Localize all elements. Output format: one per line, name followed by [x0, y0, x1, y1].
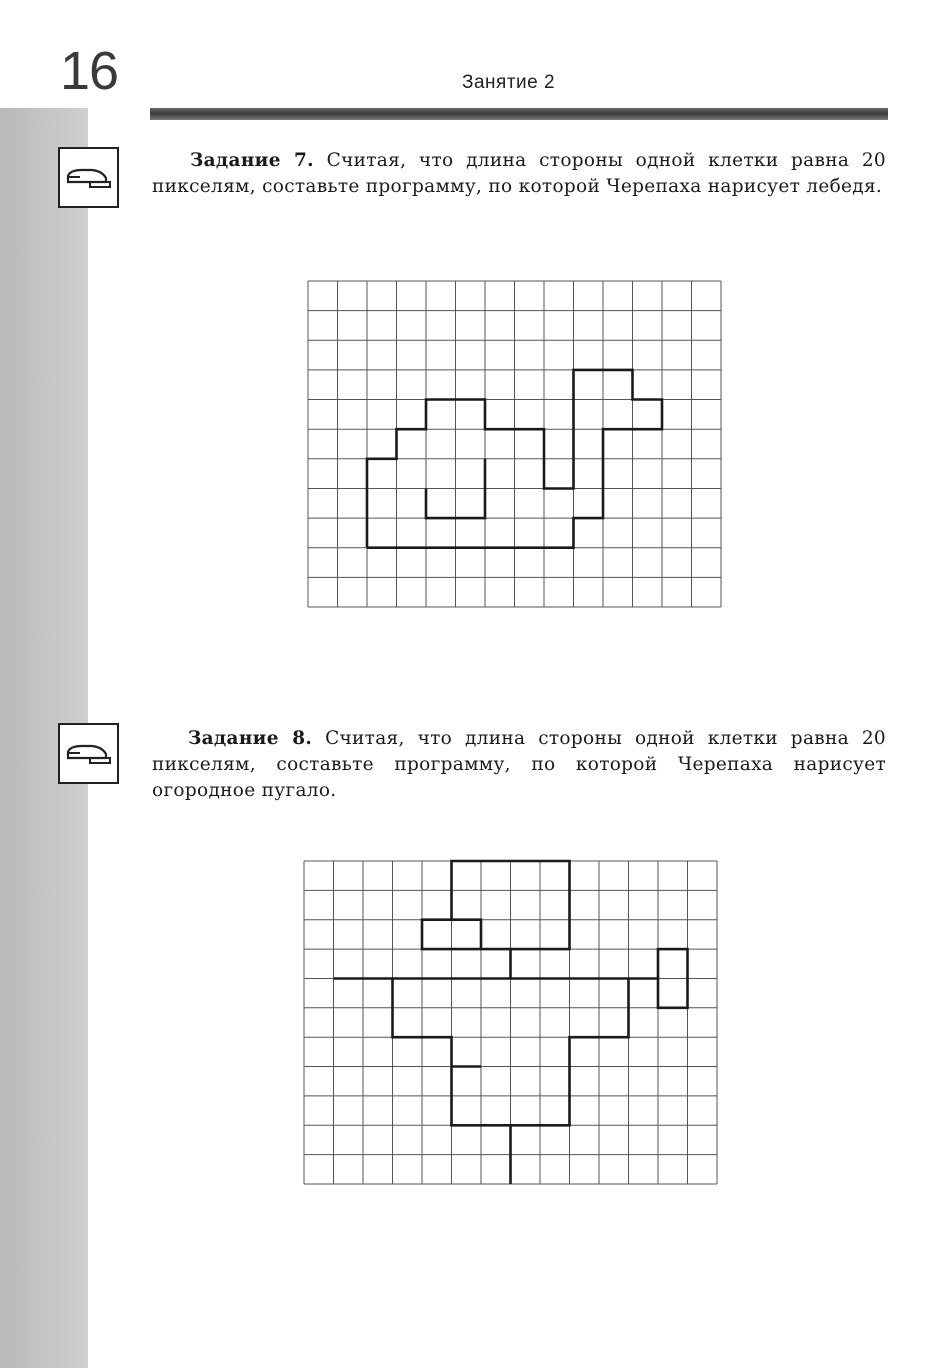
task-8-body: Считая, что длина стороны одной клетки равна 20 пикселям, составьте программу, по которой Черепаха нарисует огородное пугало. — [152, 728, 886, 801]
swan-grid-lines — [308, 281, 721, 607]
page-number: 16 — [60, 41, 119, 101]
task-7-label: Задание 7. — [190, 150, 314, 171]
task-7-text — [152, 148, 886, 200]
computer-mouse-icon — [58, 723, 119, 784]
task-8-text — [152, 726, 886, 804]
header-divider — [150, 108, 888, 120]
lesson-title: Занятие 2 — [462, 72, 556, 93]
swan-grid — [304, 277, 728, 611]
computer-mouse-icon — [58, 147, 119, 208]
task-7-body: Считая, что длина стороны одной клетки равна 20 пикселям, составьте программу, по которой Черепаха нарисует лебедя. — [152, 150, 886, 197]
task-8-label: Задание 8. — [188, 728, 313, 749]
scarecrow-grid — [300, 857, 724, 1191]
